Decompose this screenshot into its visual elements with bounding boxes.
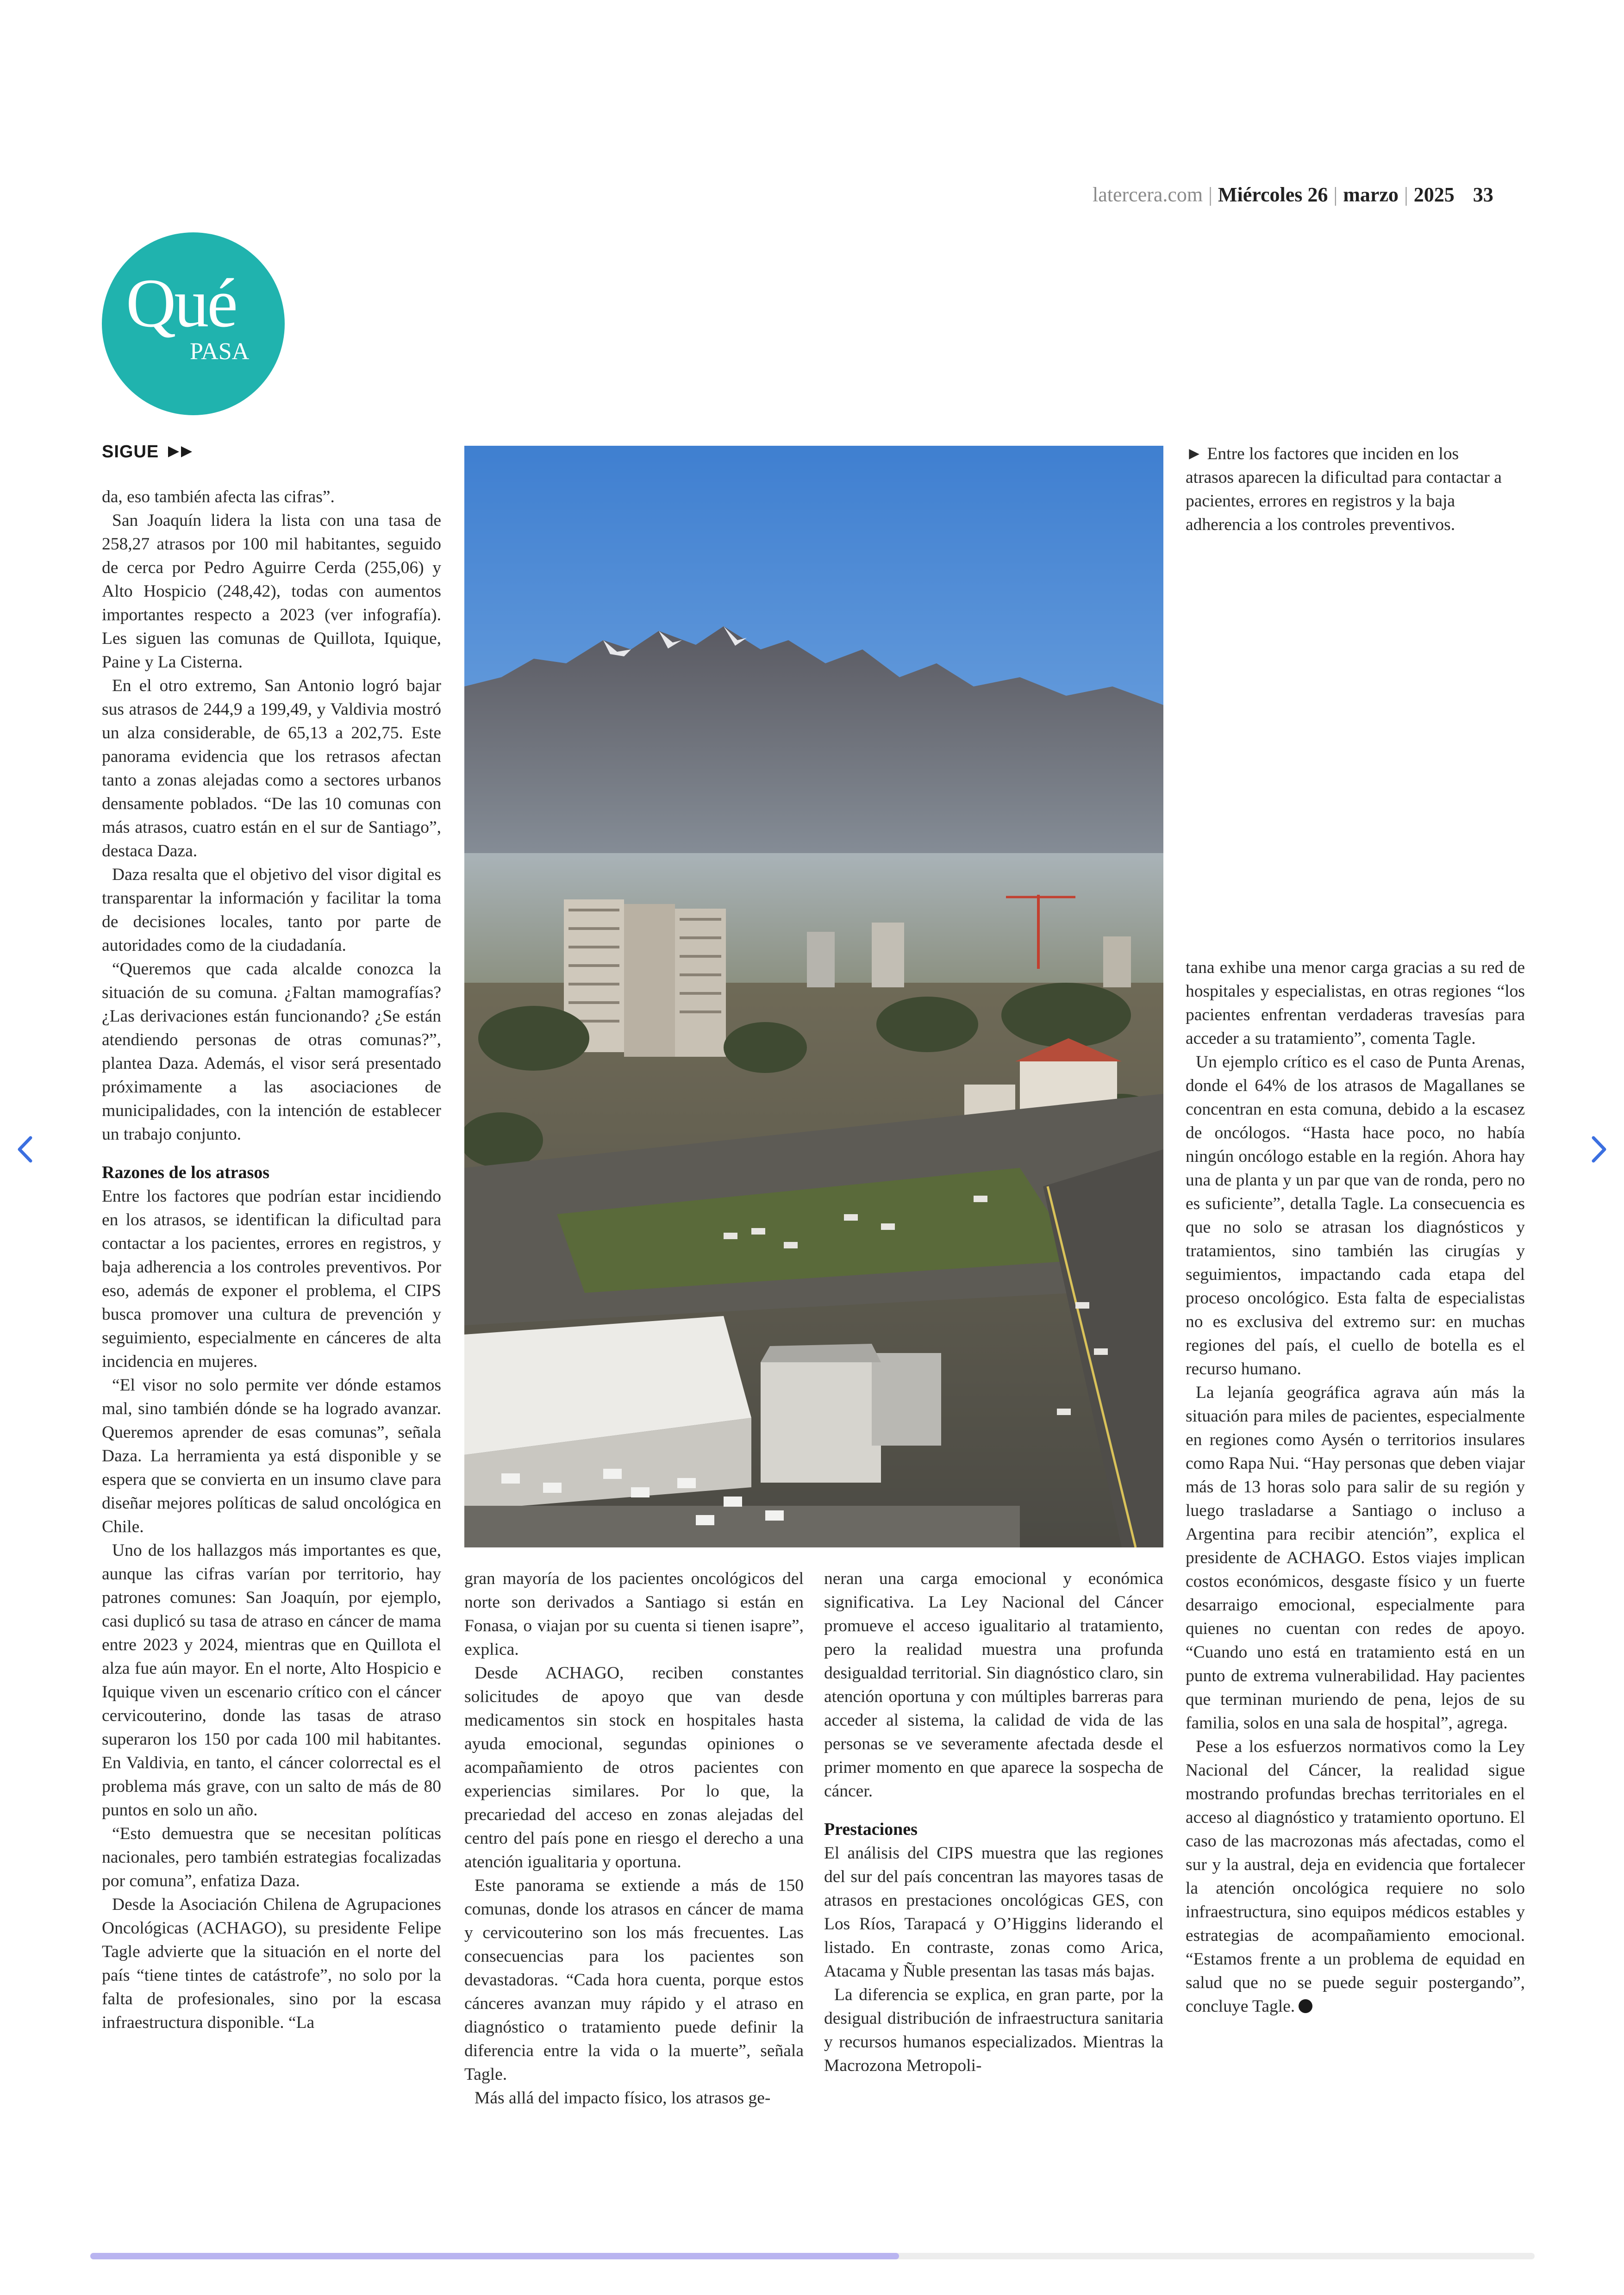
folio-divider: |	[1404, 183, 1408, 206]
paragraph: Más allá del impacto físico, los atrasos ge-	[475, 2089, 771, 2108]
article-column-1	[102, 485, 441, 2034]
paragraph: El análisis del CIPS muestra que las regiones del sur del país concentran las mayores tasas de atrasos en prestaciones oncológicas GES, con Los Ríos, Tarapacá y O’Higgins liderando el listado. En contraste, zonas como Arica, Atacama y Ñuble presentan las tasas más bajas.	[824, 1844, 1163, 1981]
paragraph: “Esto demuestra que se necesitan políticas nacionales, pero también estrategias focalizadas por comuna”, enfatiza Daza.	[102, 1824, 441, 1890]
chevron-right-icon	[1582, 1133, 1615, 1166]
folio-divider: |	[1333, 183, 1338, 206]
paragraph: Entre los factores que podrían estar incidiendo en los atrasos, se identifican la dificultad para contactar a los pacientes, errores en registros, y baja adherencia a los controles preventivos. Por eso, además de exponer el problema, el CIPS busca promover una cultura de prevención y seguimiento, especialmente en cánceres de alta incidencia en mujeres.	[102, 1187, 441, 1371]
chevron-left-icon	[9, 1133, 42, 1166]
site-name: latercera.com	[1093, 183, 1203, 206]
folio-divider: |	[1208, 183, 1212, 206]
folio-month: marzo	[1343, 183, 1399, 206]
paragraph: tana exhibe una menor carga gracias a su red de hospitales y especialistas, en otras regiones “los pacientes enfrentan verdaderas travesías para acceder a su tratamiento”, comenta Tagle.	[1186, 958, 1525, 1048]
paragraph: La diferencia se explica, en gran parte, por la desigual distribución de infraestructura sanitaria y recursos humanos especializados. Mientras la Macrozona Metropoli-	[824, 1985, 1163, 2075]
paragraph: Este panorama se extiende a más de 150 comunas, donde los atrasos en cáncer de mama y cervicouterino son los más frecuentes. Las consecuencias para los pacientes son devastadoras. “Cada hora cuenta, porque estos cánceres avanzan muy rápido y el atraso en diagnóstico o tratamiento puede definir la diferencia entre la vida o la muerte”, señala Tagle.	[464, 1876, 804, 2084]
horizontal-scrollbar[interactable]	[90, 2253, 1535, 2259]
folio-year: 2025	[1413, 183, 1455, 206]
paragraph: En el otro extremo, San Antonio logró bajar sus atrasos de 244,9 a 199,49, y Valdivia mostró un alza considerable, de 65,13 a 202,75. Este panorama evidencia que los retrasos afectan tanto a zonas alejadas como a sectores urbanos densamente poblados. “De las 10 comunas con más atrasos, cuatro están en el sur de Santiago”, destaca Daza.	[102, 676, 441, 861]
paragraph: gran mayoría de los pacientes oncológicos del norte son derivados a Santiago si están en Fonasa, o viajan por su cuenta si tienen isapre”, explica.	[464, 1569, 804, 1659]
continued-marker	[102, 442, 196, 462]
paragraph: neran una carga emocional y económica significativa. La Ley Nacional del Cáncer promueve el acceso igualitario al tratamiento, pero la realidad muestra una profunda desigualdad territorial. Sin diagnóstico claro, sin atención oportuna y con múltiples barreras para acceder al sistema, la calidad de vida de las personas se ve severamente afectada desde el primer momento en que aparece la sospecha de cáncer.	[824, 1569, 1163, 1801]
paragraph	[1186, 1735, 1525, 2018]
paragraph: “Queremos que cada alcalde conozca la situación de su comuna. ¿Faltan mamografías? ¿Las derivaciones están funcionando? ¿Se están atendiendo personas de otras comunas?”, plantea Daza. Además, el visor será presentado próximamente a las asociaciones de municipalidades, con la intención de establecer un trabajo conjunto.	[102, 960, 441, 1144]
article-column-4	[1186, 956, 1525, 2018]
continued-label: SIGUE	[102, 442, 159, 461]
double-triangle-right-icon	[168, 445, 196, 459]
folio-date: Miércoles 26	[1218, 183, 1328, 206]
paragraph-text: Pese a los esfuerzos normativos como la Ley Nacional del Cáncer, la realidad sigue mostrando profundas brechas territoriales en el acceso al diagnóstico y tratamiento oportuno. El caso de las macrozonas más afectadas, como el sur y la austral, deja en evidencia que fortalecer la atención oncológica requiere no solo infraestructura, sino equipos médicos estables y estrategias de acompañamiento emocional. “Estamos frente a un problema de equidad en salud que no se puede seguir postergando”, concluye Tagle.	[1186, 1737, 1525, 2016]
page-number: 33	[1473, 183, 1493, 206]
photo-caption: ► Entre los factores que inciden en los atrasos aparecen la dificultad para contactar a pacientes, errores en registros y la baja adherencia a los controles preventivos.	[1186, 444, 1502, 534]
subheading-prestaciones: Prestaciones	[824, 1820, 918, 1839]
end-of-article-icon	[1299, 1999, 1312, 2013]
next-page-button[interactable]	[1582, 1133, 1615, 1166]
paragraph: Desde ACHAGO, reciben constantes solicitudes de apoyo que van desde medicamentos sin stock en hospitales hasta ayuda emocional, segundas opiniones o acompañamiento de otros pacientes con experiencias similares. Por lo que, la precariedad del acceso en zonas alejadas del centro del país pone en riesgo el derecho a una atención igualitaria y oportuna.	[464, 1664, 804, 1871]
article-photo-santiago-city	[464, 446, 1163, 1547]
paragraph: da, eso también afecta las cifras”.	[102, 487, 335, 506]
paragraph: Desde la Asociación Chilena de Agrupaciones Oncológicas (ACHAGO), su presidente Felipe Tagle advierte que la situación en el norte del país “tiene tintes de catástrofe”, no solo por la falta de profesionales, sino por la escasa infraestructura disponible. “La	[102, 1895, 441, 2032]
paragraph: “El visor no solo permite ver dónde estamos mal, sino también dónde se ha logrado avanzar. Queremos aprender de esas comunas”, señala Daza. La herramienta ya está disponible y se espera que se convierta en un insumo clave para diseñar mejores políticas de salud oncológica en Chile.	[102, 1376, 441, 1536]
article-column-2	[464, 1567, 804, 2110]
paragraph: Uno de los hallazgos más importantes es que, aunque las cifras varían por territorio, hay patrones comunes: San Joaquín, por ejemplo, casi duplicó su tasa de atraso en cáncer de mama entre 2023 y 2024, mientras que en Quillota el alza fue aún mayor. En el norte, Alto Hospicio e Iquique viven un escenario crítico con el cáncer cervicouterino, donde las tasas de atraso superaron los 150 por cada 100 mil habitantes. En Valdivia, en tanto, el cáncer colorrectal es el problema más grave, con un salto de más de 80 puntos en solo un año.	[102, 1541, 441, 1820]
article-column-3	[824, 1567, 1163, 2077]
page-folio	[1093, 183, 1493, 206]
paragraph: San Joaquín lidera la lista con una tasa de 258,27 atrasos por 100 mil habitantes, seguido de cerca por Pedro Aguirre Cerda (255,06) y Alto Hospicio (248,42), todas con aumentos importantes respecto a 2023 (ver infografía). Les siguen las comunas de Quillota, Iquique, Paine y La Cisterna.	[102, 511, 441, 672]
logo-text-main: Qué	[126, 265, 236, 342]
subheading-razones: Razones de los atrasos	[102, 1163, 270, 1182]
logo-text-sub: PASA	[190, 338, 250, 365]
previous-page-button[interactable]	[9, 1133, 42, 1166]
paragraph: Daza resalta que el objetivo del visor digital es transparentar la información y facilitar la toma de decisiones locales, tanto por parte de autoridades como de la ciudadanía.	[102, 865, 441, 955]
que-pasa-logo	[102, 232, 285, 415]
paragraph: Un ejemplo crítico es el caso de Punta Arenas, donde el 64% de los atrasos de Magallanes se concentran en esta comuna, debido a la escasez de oncólogos. “Hasta hace poco, no había ningún oncólogo estable en la región. Ahora hay una de planta y un par que van de ronda, pero no es suficiente”, detalla Tagle. La consecuencia es que no solo se atrasan los diagnósticos y tratamientos, sino también las cirugías y seguimientos, impactando cada etapa del proceso oncológico. Esta falta de especialistas no es exclusiva del extremo sur: en muchas regiones del país, el cuello de botella es el recurso humano.	[1186, 1053, 1525, 1378]
scrollbar-thumb[interactable]	[90, 2253, 899, 2259]
paragraph: La lejanía geográfica agrava aún más la situación para miles de pacientes, especialmente en regiones como Aysén o territorios insulares como Rapa Nui. “Hay personas que deben viajar más de 13 horas solo para salir de su región y luego trasladarse a Santiago o incluso a Argentina para recibir atención”, explica el presidente de ACHAGO. Estos viajes implican costos económicos, desgaste físico y un fuerte desarraigo emocional, especialmente para quienes no cuentan con redes de apoyo. “Cuando uno está en tratamiento está en un punto de extrema vulnerabilidad. Hay pacientes que terminan muriendo de pena, lejos de su familia, solos en una sala de hospital”, agrega.	[1186, 1383, 1525, 1733]
